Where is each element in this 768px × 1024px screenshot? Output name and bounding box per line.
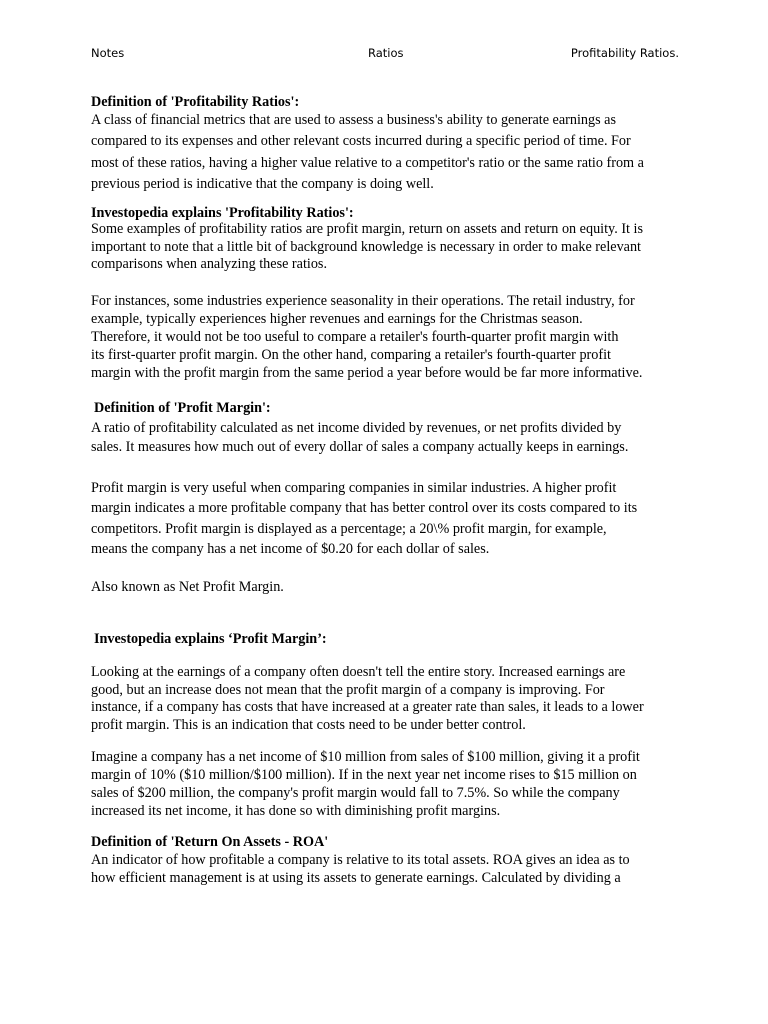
- text-line: previous period is indicative that the company is doing well.: [91, 175, 434, 192]
- text-line: margin of 10% ($10 million/$100 million). If in the next year net income rises to $15 million on: [91, 767, 637, 784]
- paragraph-profitability-ratios-definition: [91, 110, 644, 195]
- text-line: example, typically experiences higher revenues and earnings for the Christmas season.: [91, 311, 583, 328]
- text-line: its first-quarter profit margin. On the other hand, comparing a retailer's fourth-quarter profit: [91, 347, 611, 364]
- heading-return-on-assets: Definition of 'Return On Assets - ROA': [91, 834, 329, 850]
- text-line: margin with the profit margin from the same period a year before would be far more informative.: [91, 365, 643, 382]
- paragraph-profit-margin-definition: [91, 419, 628, 457]
- header-center: Ratios: [368, 46, 404, 60]
- heading-profit-margin: Definition of 'Profit Margin':: [94, 400, 271, 416]
- paragraph-seasonality: [91, 292, 642, 382]
- paragraph-earnings-story: [91, 664, 644, 735]
- paragraph-profit-margin-usefulness: [91, 478, 637, 559]
- text-line: For instances, some industries experience seasonality in their operations. The retail industry, for: [91, 293, 635, 309]
- text-line: Some examples of profitability ratios are profit margin, return on assets and return on equity. It is: [91, 221, 643, 237]
- text-line: An indicator of how profitable a company is relative to its total assets. ROA gives an idea as to: [91, 852, 630, 868]
- text-line: sales of $200 million, the company's profit margin would fall to 7.5%. So while the company: [91, 785, 620, 802]
- text-line: sales. It measures how much out of every dollar of sales a company actually keeps in earnings.: [91, 439, 629, 455]
- header-left: Notes: [91, 46, 125, 60]
- text-line: how efficient management is at using its assets to generate earnings. Calculated by dividing a: [91, 870, 621, 886]
- text-line: comparisons when analyzing these ratios.: [91, 256, 327, 273]
- text-line: compared to its expenses and other relevant costs incurred during a specific period of time. For: [91, 133, 631, 150]
- text-line: Profit margin is very useful when comparing companies in similar industries. A higher profit: [91, 480, 617, 496]
- header-right: Profitability Ratios.: [570, 46, 679, 60]
- text-line: instance, if a company has costs that have increased at a greater rate than sales, it leads to a lower: [91, 699, 644, 716]
- text-line: competitors. Profit margin is displayed as a percentage; a 20\% profit margin, for example,: [91, 520, 607, 537]
- text-line: margin indicates a more profitable company that has better control over its costs compared to its: [91, 500, 638, 517]
- text-line: good, but an increase does not mean that the profit margin of a company is improving. For: [91, 681, 605, 698]
- paragraph-profitability-examples: [91, 221, 643, 274]
- heading-investopedia-profit-margin: Investopedia explains ‘Profit Margin’:: [94, 631, 327, 647]
- text-line: Therefore, it would not be too useful to compare a retailer's fourth-quarter profit margin with: [91, 329, 619, 346]
- text-line: increased its net income, it has done so with diminishing profit margins.: [91, 803, 501, 820]
- paragraph-roa-definition: [91, 851, 630, 887]
- paragraph-also-known-as: Also known as Net Profit Margin.: [91, 579, 284, 595]
- text-line: Looking at the earnings of a company often doesn't tell the entire story. Increased earnings are: [91, 664, 626, 680]
- heading-investopedia-profitability-ratios: Investopedia explains 'Profitability Ratios':: [91, 205, 354, 221]
- text-line: important to note that a little bit of background knowledge is necessary in order to make relevant: [91, 238, 641, 255]
- text-line: means the company has a net income of $0.20 for each dollar of sales.: [91, 540, 490, 557]
- text-line: Imagine a company has a net income of $10 million from sales of $100 million, giving it a profit: [91, 749, 640, 765]
- paragraph-net-income-example: [91, 748, 640, 820]
- heading-profitability-ratios: Definition of 'Profitability Ratios':: [91, 94, 300, 110]
- text-line: profit margin. This is an indication that costs need to be under better control.: [91, 717, 526, 734]
- text-line: A ratio of profitability calculated as net income divided by revenues, or net profits divided by: [91, 420, 622, 436]
- text-line: A class of financial metrics that are used to assess a business's ability to generate earnings as: [91, 112, 616, 128]
- page-header: [91, 44, 679, 62]
- text-line: most of these ratios, having a higher value relative to a competitor's ratio or the same ratio from a: [91, 154, 644, 171]
